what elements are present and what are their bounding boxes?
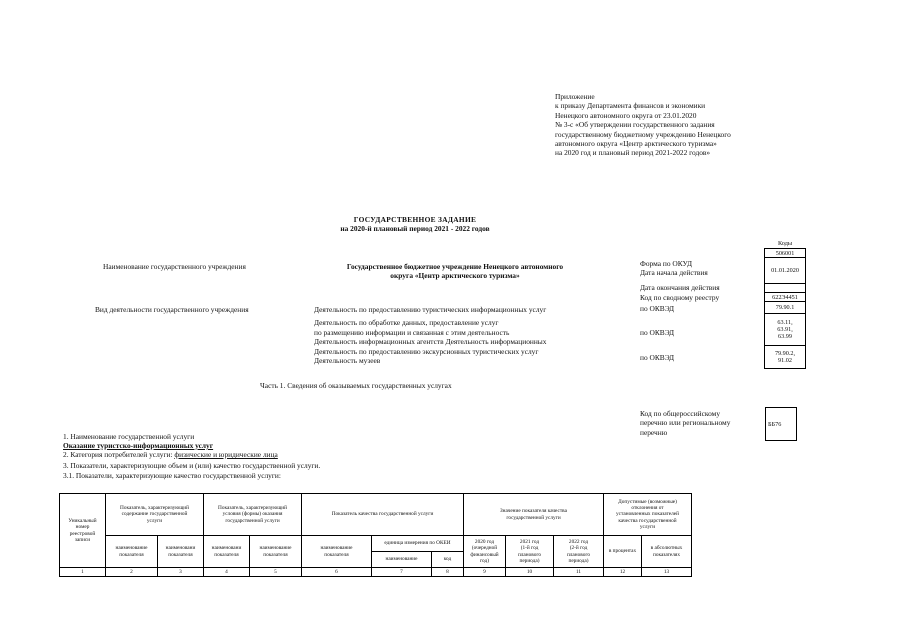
activity-line: Деятельность по предоставлению экскурсионных туристических услуг bbox=[314, 346, 539, 356]
start-date: 01.01.2020 bbox=[771, 267, 799, 274]
title-line-2: на 2020-й плановый период 2021 - 2022 годов bbox=[340, 224, 490, 234]
header-text: наименование bbox=[320, 545, 353, 552]
okved-code-2a: 63.11, bbox=[777, 319, 793, 326]
header-text: государственной услуги bbox=[225, 517, 280, 524]
header-text: (1-й год bbox=[520, 545, 539, 552]
header-text: планового bbox=[566, 551, 591, 558]
header-unique-number bbox=[60, 494, 106, 568]
sub-header-absolute bbox=[642, 536, 692, 568]
appendix-line: государственному бюджетному учреждению Ненецкого bbox=[555, 129, 731, 139]
service-item-2-prefix: 2. Категория потребителей услуги: bbox=[63, 450, 175, 459]
service-code-cell bbox=[765, 407, 797, 441]
appendix-line: на 2020 год и плановый период 2021-2022 годов» bbox=[555, 148, 711, 158]
okved-cell-3 bbox=[764, 346, 806, 369]
registry-code: 622Э4451 bbox=[772, 293, 798, 301]
column-number: 2 bbox=[106, 568, 158, 577]
header-text: государственной услуги bbox=[506, 514, 561, 521]
column-number: 7 bbox=[372, 568, 432, 577]
header-content-indicator bbox=[106, 494, 204, 536]
sub-header-name: наименование показателя bbox=[250, 536, 302, 568]
header-text: услуги bbox=[639, 523, 656, 530]
sub-header-name: наименовани показателя bbox=[204, 536, 250, 568]
appendix-line: Ненецкого автономного округа от 23.01.2020 bbox=[555, 110, 697, 120]
service-name: Оказание туристско-информационных услуг bbox=[63, 441, 214, 450]
service-code-label bbox=[640, 409, 730, 437]
document-title bbox=[290, 215, 540, 234]
column-number: 6 bbox=[302, 568, 372, 577]
header-text: Значение показателя качества bbox=[500, 508, 567, 515]
header-text: установленных показателей bbox=[616, 511, 679, 518]
column-numbers-row bbox=[60, 568, 692, 577]
header-quality-values bbox=[464, 494, 604, 536]
header-text: (2-й год bbox=[569, 545, 588, 552]
header-text: Показатель, характеризующий bbox=[218, 505, 287, 512]
header-quality-indicator: Показатель качества государственной услуги bbox=[302, 494, 464, 536]
header-text: содержание государственной bbox=[121, 511, 188, 518]
header-deviation bbox=[604, 494, 692, 536]
activity-line: Деятельность по предоставлению туристических информационных услуг bbox=[314, 305, 547, 314]
header-text: планового bbox=[517, 551, 542, 558]
sub-header-2020 bbox=[464, 536, 506, 568]
service-item-31: 3.1. Показатели, характеризующие качество государственной услуги: bbox=[63, 471, 281, 480]
okved-code-2c: 63.99 bbox=[778, 333, 792, 340]
header-text: показателях bbox=[652, 551, 681, 558]
column-number: 10 bbox=[506, 568, 554, 577]
column-number: 8 bbox=[432, 568, 464, 577]
okved-code-3a: 79.90.2, bbox=[774, 350, 796, 357]
institution-label: Наименование государственного учреждения bbox=[103, 262, 246, 271]
appendix-block bbox=[555, 92, 815, 158]
service-item-2 bbox=[63, 450, 278, 459]
header-text: 2020 год bbox=[474, 539, 495, 546]
activity-line: Деятельность музеев bbox=[314, 356, 381, 366]
header-text: записи bbox=[74, 536, 91, 543]
end-date-cell bbox=[764, 284, 806, 293]
registry-label: Код по сводному реестру bbox=[640, 293, 720, 302]
registry-cell bbox=[764, 293, 806, 302]
header-text: год) bbox=[480, 557, 489, 564]
institution-name bbox=[316, 262, 594, 281]
institution-name-line-2: округа «Центр арктического туризма» bbox=[390, 271, 520, 281]
okved-cell-1 bbox=[764, 302, 806, 314]
service-code: ББ76 bbox=[768, 420, 782, 428]
end-date-label: Дата окончания действия bbox=[640, 283, 720, 292]
title-line-1: ГОСУДАРСТВЕННОЕ ЗАДАНИЕ bbox=[353, 215, 477, 224]
header-text: в абсолютных bbox=[650, 545, 683, 552]
sub-header-name: наименование показателя bbox=[106, 536, 158, 568]
service-code-label-line: Код по общероссийскому bbox=[640, 409, 721, 418]
quality-indicators-table bbox=[59, 493, 692, 577]
okved-label-3: по ОКВЭД bbox=[640, 353, 674, 362]
sub-header-unit-code: код bbox=[432, 552, 464, 568]
sub-header-unit: единица измерения по ОКЕИ bbox=[372, 536, 464, 552]
appendix-line: автономного округа «Центр арктического туризма» bbox=[555, 139, 717, 149]
appendix-line: к приказу Департамента финансов и экономики bbox=[555, 101, 706, 111]
okved-label-1: по ОКВЭД bbox=[640, 304, 674, 313]
service-item-2-value: физические и юридические лица bbox=[174, 450, 278, 459]
sub-header-name: наименовани показателя bbox=[158, 536, 204, 568]
column-number: 11 bbox=[554, 568, 604, 577]
sub-header-2021 bbox=[506, 536, 554, 568]
service-item-3: 3. Показатели, характеризующие объем и (или) качество государственной услуги. bbox=[63, 461, 321, 470]
header-text: финансовый bbox=[470, 551, 499, 558]
sub-header-2022 bbox=[554, 536, 604, 568]
header-text: периода) bbox=[568, 557, 589, 564]
header-text: качества государственной bbox=[618, 517, 677, 524]
activity-line: Деятельность информационных агентств Деятельность информационных bbox=[314, 337, 547, 347]
header-text: (очередной bbox=[471, 545, 498, 552]
activity-line: Деятельность по обработке данных, предоставление услуг bbox=[314, 318, 499, 328]
column-number: 4 bbox=[204, 568, 250, 577]
part1-heading: Часть 1. Сведения об оказываемых государственных услугах bbox=[260, 381, 452, 390]
okud-label: Форма по ОКУД bbox=[640, 259, 693, 268]
header-text: условия (формы) оказания bbox=[222, 511, 283, 518]
okved-code-2b: 63.91, bbox=[777, 326, 793, 333]
appendix-line: Приложение bbox=[555, 92, 595, 101]
codes-header: Коды bbox=[777, 240, 793, 247]
okud-code: 506001 bbox=[775, 249, 795, 257]
okved-code-1: 79.90.1 bbox=[775, 304, 795, 311]
institution-name-line-1: Государственное бюджетное учреждение Ненецкого автономного bbox=[346, 262, 564, 271]
activity-line: по размещению информации и связанная с этим деятельность bbox=[314, 327, 510, 337]
column-number: 3 bbox=[158, 568, 204, 577]
header-text: 2022 год bbox=[568, 539, 589, 546]
activity-list bbox=[314, 305, 614, 365]
header-text: номер bbox=[75, 524, 90, 531]
column-number: 13 bbox=[642, 568, 692, 577]
activity-label: Вид деятельности государственного учреждения bbox=[95, 305, 249, 314]
header-text: показателя bbox=[324, 551, 349, 558]
sub-header-unit-name: наименование bbox=[372, 552, 432, 568]
okud-code-cell bbox=[764, 248, 806, 257]
header-text: Уникальный bbox=[68, 518, 97, 525]
service-item-1: 1. Наименование государственной услуги bbox=[63, 432, 195, 441]
column-number: 5 bbox=[250, 568, 302, 577]
header-text: периода) bbox=[519, 557, 540, 564]
header-text: 2021 год bbox=[519, 539, 540, 546]
header-text: реестровой bbox=[69, 530, 96, 537]
sub-header-quality-name bbox=[302, 536, 372, 568]
okved-label-2: по ОКВЭД bbox=[640, 328, 674, 337]
header-conditions-indicator bbox=[204, 494, 302, 536]
service-code-label-line: перечню или региональному bbox=[640, 418, 731, 428]
header-text: Показатель, характеризующий bbox=[120, 505, 189, 512]
column-number: 9 bbox=[464, 568, 506, 577]
sub-header-percent: в процентах bbox=[604, 536, 642, 568]
column-number: 12 bbox=[604, 568, 642, 577]
column-number: 1 bbox=[60, 568, 106, 577]
start-date-label: Дата начала действия bbox=[640, 268, 708, 277]
okved-cell-2 bbox=[764, 314, 806, 346]
service-code-label-line: перечню bbox=[640, 427, 668, 437]
header-text: отклонения от bbox=[631, 505, 664, 512]
okved-code-3b: 91.02 bbox=[778, 357, 792, 364]
appendix-line: № 3-с «Об утверждении государственного задания bbox=[555, 120, 715, 130]
header-text: Допустимые (возможные) bbox=[618, 498, 677, 505]
start-date-cell bbox=[764, 257, 806, 284]
header-text: услуги bbox=[146, 517, 163, 524]
